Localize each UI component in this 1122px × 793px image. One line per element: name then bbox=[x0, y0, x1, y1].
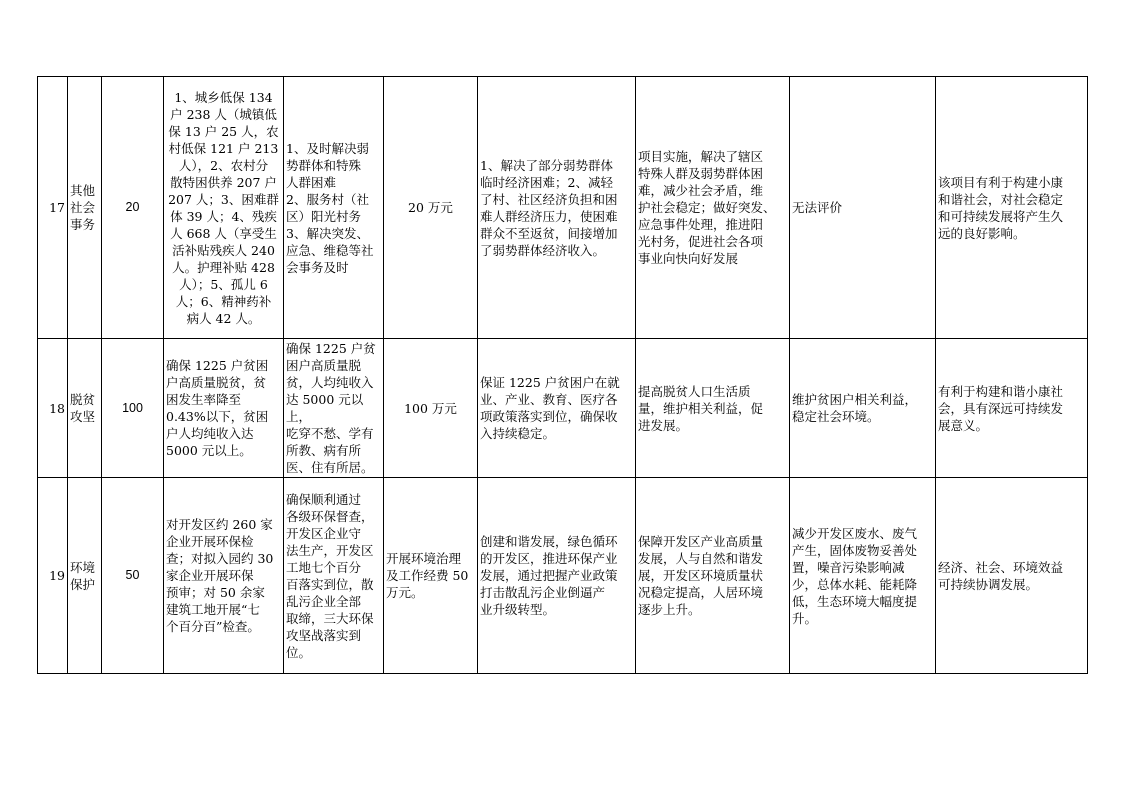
sustainability-effect-cell: 有利于构建和谐小康社 会，具有深远可持续发 展意义。 bbox=[936, 339, 1088, 478]
table-row bbox=[38, 478, 1088, 674]
fund-cell: 20 万元 bbox=[384, 77, 478, 339]
row-number: 18 bbox=[38, 339, 68, 478]
category-cell: 脱贫 攻坚 bbox=[68, 339, 102, 478]
economic-effect-cell: 1、解决了部分弱势群体 临时经济困难；2、减轻 了村、社区经济负担和困 难人群经济压力，使困难 群众不至返贫，间接增加 了弱势群体经济收入。 bbox=[478, 77, 636, 339]
social-effect-cell: 保障开发区产业高质量 发展，人与自然和谐发 展，开发区环境质量状 况稳定提高，人居环境 逐步上升。 bbox=[636, 478, 790, 674]
content-cell: 1、城乡低保 134 户 238 人（城镇低 保 13 户 25 人，农 村低保 121 户 213 人），2、农村分 散特困供养 207 户 207 人；3、困难群 体 39 人；4、残疾 人 668 人（享受生 活补贴残疾人 240 人。护理补贴 428 人）；5、孤儿 6 人；6、精神药补 病人 42 人。 bbox=[164, 77, 284, 339]
goal-cell: 确保顺利通过 各级环保督查， 开发区企业守 法生产，开发区 工地七个百分 百落实到位，散 乱污企业全部 取缔，三大环保 攻坚战落实到 位。 bbox=[284, 478, 384, 674]
sustainability-effect-cell: 经济、社会、环境效益 可持续协调发展。 bbox=[936, 478, 1088, 674]
amount-cell: 50 bbox=[102, 478, 164, 674]
economic-effect-cell: 创建和谐发展，绿色循环 的开发区，推进环保产业 发展，通过把握产业政策 打击散乱污企业倒逼产 业升级转型。 bbox=[478, 478, 636, 674]
content-cell: 确保 1225 户贫困 户高质量脱贫，贫 困发生率降至 0.43%以下，贫困 户人均纯收入达 5000 元以上。 bbox=[164, 339, 284, 478]
fund-cell: 100 万元 bbox=[384, 339, 478, 478]
ecological-effect-cell: 减少开发区废水、废气 产生，固体废物妥善处 置，噪音污染影响减 少，总体水耗、能耗降 低，生态环境大幅度提 升。 bbox=[790, 478, 936, 674]
category-cell: 环境 保护 bbox=[68, 478, 102, 674]
fund-cell: 开展环境治理 及工作经费 50 万元。 bbox=[384, 478, 478, 674]
row-number: 17 bbox=[38, 77, 68, 339]
table-row bbox=[38, 339, 1088, 478]
amount-cell: 100 bbox=[102, 339, 164, 478]
sustainability-effect-cell: 该项目有利于构建小康 和谐社会，对社会稳定 和可持续发展将产生久 远的良好影响。 bbox=[936, 77, 1088, 339]
performance-table bbox=[37, 76, 1088, 674]
row-number: 19 bbox=[38, 478, 68, 674]
ecological-effect-cell: 维护贫困户相关利益， 稳定社会环境。 bbox=[790, 339, 936, 478]
goal-cell: 1、及时解决弱 势群体和特殊 人群困难 2、服务村（社 区）阳光村务 3、解决突发、 应急、维稳等社 会事务及时 bbox=[284, 77, 384, 339]
economic-effect-cell: 保证 1225 户贫困户在就 业、产业、教育、医疗各 项政策落实到位，确保收 入持续稳定。 bbox=[478, 339, 636, 478]
goal-cell: 确保 1225 户贫 困户高质量脱 贫，人均纯收入 达 5000 元以上， 吃穿不愁、学有 所教、病有所 医、住有所居。 bbox=[284, 339, 384, 478]
social-effect-cell: 提高脱贫人口生活质 量，维护相关利益，促 进发展。 bbox=[636, 339, 790, 478]
table-row bbox=[38, 77, 1088, 339]
content-cell: 对开发区约 260 家 企业开展环保检 查；对拟入园约 30 家企业开展环保 预审；对 50 余家 建筑工地开展“七 个百分百”检查。 bbox=[164, 478, 284, 674]
category-cell: 其他 社会 事务 bbox=[68, 77, 102, 339]
ecological-effect-cell: 无法评价 bbox=[790, 77, 936, 339]
amount-cell: 20 bbox=[102, 77, 164, 339]
social-effect-cell: 项目实施，解决了辖区 特殊人群及弱势群体困 难，减少社会矛盾，维 护社会稳定；做好突发、 应急事件处理，推进阳 光村务，促进社会各项 事业向快向好发展 bbox=[636, 77, 790, 339]
